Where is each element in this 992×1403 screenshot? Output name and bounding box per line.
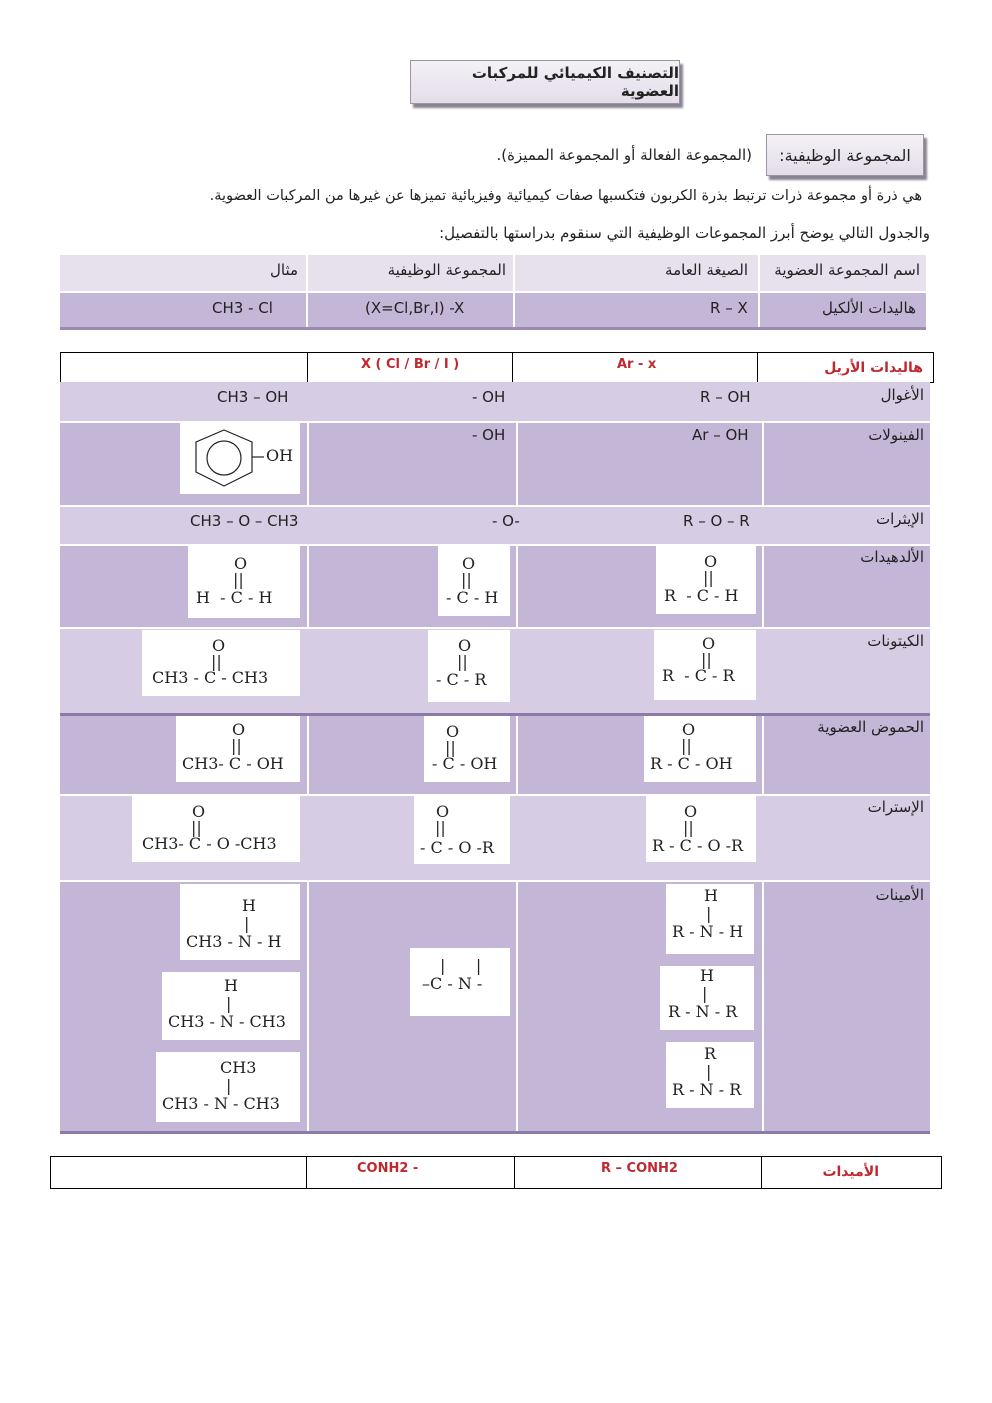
ethers-group: - O- [492, 512, 520, 530]
alkyl-halides-group: (X=Cl,Br,I) -X [365, 299, 465, 317]
ethers-family: الإيثرات [876, 510, 924, 528]
amides-row [50, 1156, 942, 1189]
page-title: التصنيف الكيميائي للمركبات العضوية [410, 60, 680, 104]
ester-group-structure: O || - C - O -R [414, 796, 510, 864]
phenols-group: - OH [472, 426, 506, 444]
amine-general-structure-3: R | R - N - R [666, 1042, 754, 1108]
phenols-general: Ar – OH [692, 426, 749, 444]
amine-example-structure-2: H | CH3 - N - CH3 [162, 972, 300, 1040]
alkyl-halides-example: CH3 - Cl [212, 299, 273, 317]
acids-family: الحموض العضوية [817, 718, 924, 736]
aryl-halides-family: هاليدات الأريل [824, 360, 923, 376]
amine-general-structure-1: H | R - N - H [666, 884, 754, 954]
amine-group-structure: | | –C - N - [410, 948, 510, 1016]
definition-text: هي ذرة أو مجموعة ذرات ترتبط بذرة الكربون فتكسبها صفات كيميائية وفيزيائية تميزها عن غيرها من المركبات العضوية. [209, 188, 922, 204]
header-group: المجموعة الوظيفية [387, 261, 506, 279]
header-general: الصيغة العامة [665, 261, 748, 279]
header-family: اسم المجموعة العضوية [774, 261, 920, 279]
alcohols-family: الأغوال [880, 386, 924, 404]
amides-group: CONH2 - [357, 1161, 419, 1176]
acid-example-structure: O || CH3- C - OH [176, 716, 300, 782]
ethers-example: CH3 – O – CH3 [190, 512, 299, 530]
phenol-oh-label: OH [266, 446, 294, 465]
ester-general-structure: O || R - C - O -R [646, 796, 756, 862]
aryl-halides-group: X ( Cl / Br / I ) [361, 357, 460, 372]
aryl-halides-general: Ar - x [617, 357, 657, 372]
aryl-halides-row [60, 352, 934, 383]
ketone-group-structure: O || - C - R [428, 630, 510, 702]
amines-family: الأمينات [875, 886, 924, 904]
section-note: (المجموعة الفعالة أو المجموعة المميزة). [496, 146, 752, 164]
ester-example-structure: O || CH3- C - O -CH3 [132, 796, 300, 862]
alcohols-example: CH3 – OH [217, 388, 289, 406]
ethers-general: R – O – R [683, 512, 750, 530]
intro-text: والجدول التالي يوضح أبرز المجموعات الوظيفية التي سنقوم بدراستها بالتفصيل: [439, 224, 930, 242]
aldehyde-example-structure: O || H - C - H [188, 546, 300, 618]
functional-groups-table [60, 382, 930, 1134]
alkyl-halides-family: هاليدات الألكيل [822, 299, 916, 317]
ketone-general-structure: O || R - C - R [654, 630, 756, 700]
phenol-structure [180, 422, 300, 494]
section-label: المجموعة الوظيفية: [766, 134, 924, 176]
acid-general-structure: O || R - C - OH [644, 716, 756, 782]
header-example: مثال [269, 261, 298, 279]
amine-example-structure-3: CH3 | CH3 - N - CH3 [156, 1052, 300, 1122]
aldehyde-group-structure: O || - C - H [438, 546, 510, 616]
aldehydes-family: الألدهيدات [860, 548, 924, 566]
alcohols-group: - OH [472, 388, 506, 406]
ketones-family: الكيتونات [867, 632, 924, 650]
amides-general: R – CONH2 [601, 1161, 678, 1176]
alkyl-table [60, 255, 926, 329]
alcohols-general: R – OH [700, 388, 751, 406]
amine-example-structure-1: H | CH3 - N - H [180, 884, 300, 960]
aldehyde-general-structure: O || R - C - H [656, 546, 756, 614]
esters-family: الإسترات [867, 798, 924, 816]
ketone-example-structure: O || CH3 - C - CH3 [142, 630, 300, 696]
amides-family: الأميدات [822, 1164, 879, 1180]
alkyl-halides-general: R – X [710, 299, 748, 317]
phenols-family: الفينولات [868, 426, 924, 444]
amine-general-structure-2: H | R - N - R [660, 966, 754, 1030]
acid-group-structure: O || - C - OH [424, 716, 510, 782]
